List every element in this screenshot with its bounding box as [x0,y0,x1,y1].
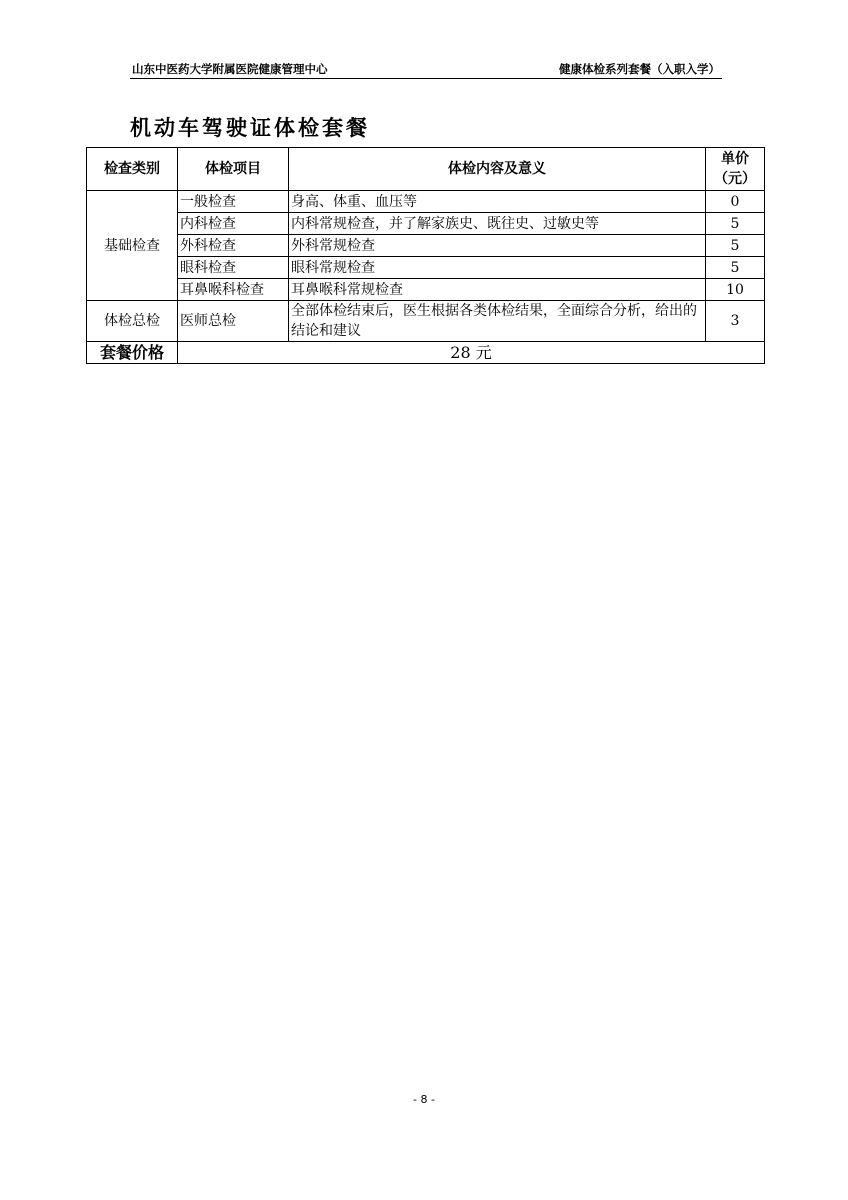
header-organization: 山东中医药大学附属医院健康管理中心 [132,62,328,76]
content-cell: 耳鼻喉科常规检查 [289,279,706,301]
page-header [130,58,722,79]
document-title: 机动车驾驶证体检套餐 [130,116,370,140]
page-number: - 8 - [413,1093,435,1106]
table-row [87,279,765,301]
total-label: 套餐价格 [87,342,178,364]
price-cell: 0 [706,191,765,213]
table-row [87,235,765,257]
table-row [87,301,765,342]
content-cell: 眼科常规检查 [289,257,706,279]
header-series: 健康体检系列套餐（入职入学） [559,62,720,76]
package-table [86,147,765,364]
content-cell: 内科常规检查，并了解家族史、既往史、过敏史等 [289,213,706,235]
item-cell: 一般检查 [178,191,289,213]
item-cell: 耳鼻喉科检查 [178,279,289,301]
table-row [87,257,765,279]
header-price [706,148,765,191]
table-row [87,213,765,235]
category-cell: 基础检查 [87,191,178,301]
category-cell: 体检总检 [87,301,178,342]
header-content: 体检内容及意义 [289,148,706,191]
item-cell: 外科检查 [178,235,289,257]
price-cell: 5 [706,257,765,279]
item-cell: 内科检查 [178,213,289,235]
content-cell: 身高、体重、血压等 [289,191,706,213]
content-cell: 全部体检结束后，医生根据各类体检结果，全面综合分析，给出的结论和建议 [289,301,706,342]
header-item: 体检项目 [178,148,289,191]
total-value: 28 元 [178,342,765,364]
header-price-line1: 单价 [721,151,749,167]
price-cell: 5 [706,213,765,235]
header-category: 检查类别 [87,148,178,191]
price-cell: 3 [706,301,765,342]
price-cell: 10 [706,279,765,301]
table-row [87,191,765,213]
header-price-line2: （元） [714,171,756,187]
price-cell: 5 [706,235,765,257]
item-cell: 医师总检 [178,301,289,342]
total-row [87,342,765,364]
item-cell: 眼科检查 [178,257,289,279]
content-cell: 外科常规检查 [289,235,706,257]
table-header-row [87,148,765,191]
